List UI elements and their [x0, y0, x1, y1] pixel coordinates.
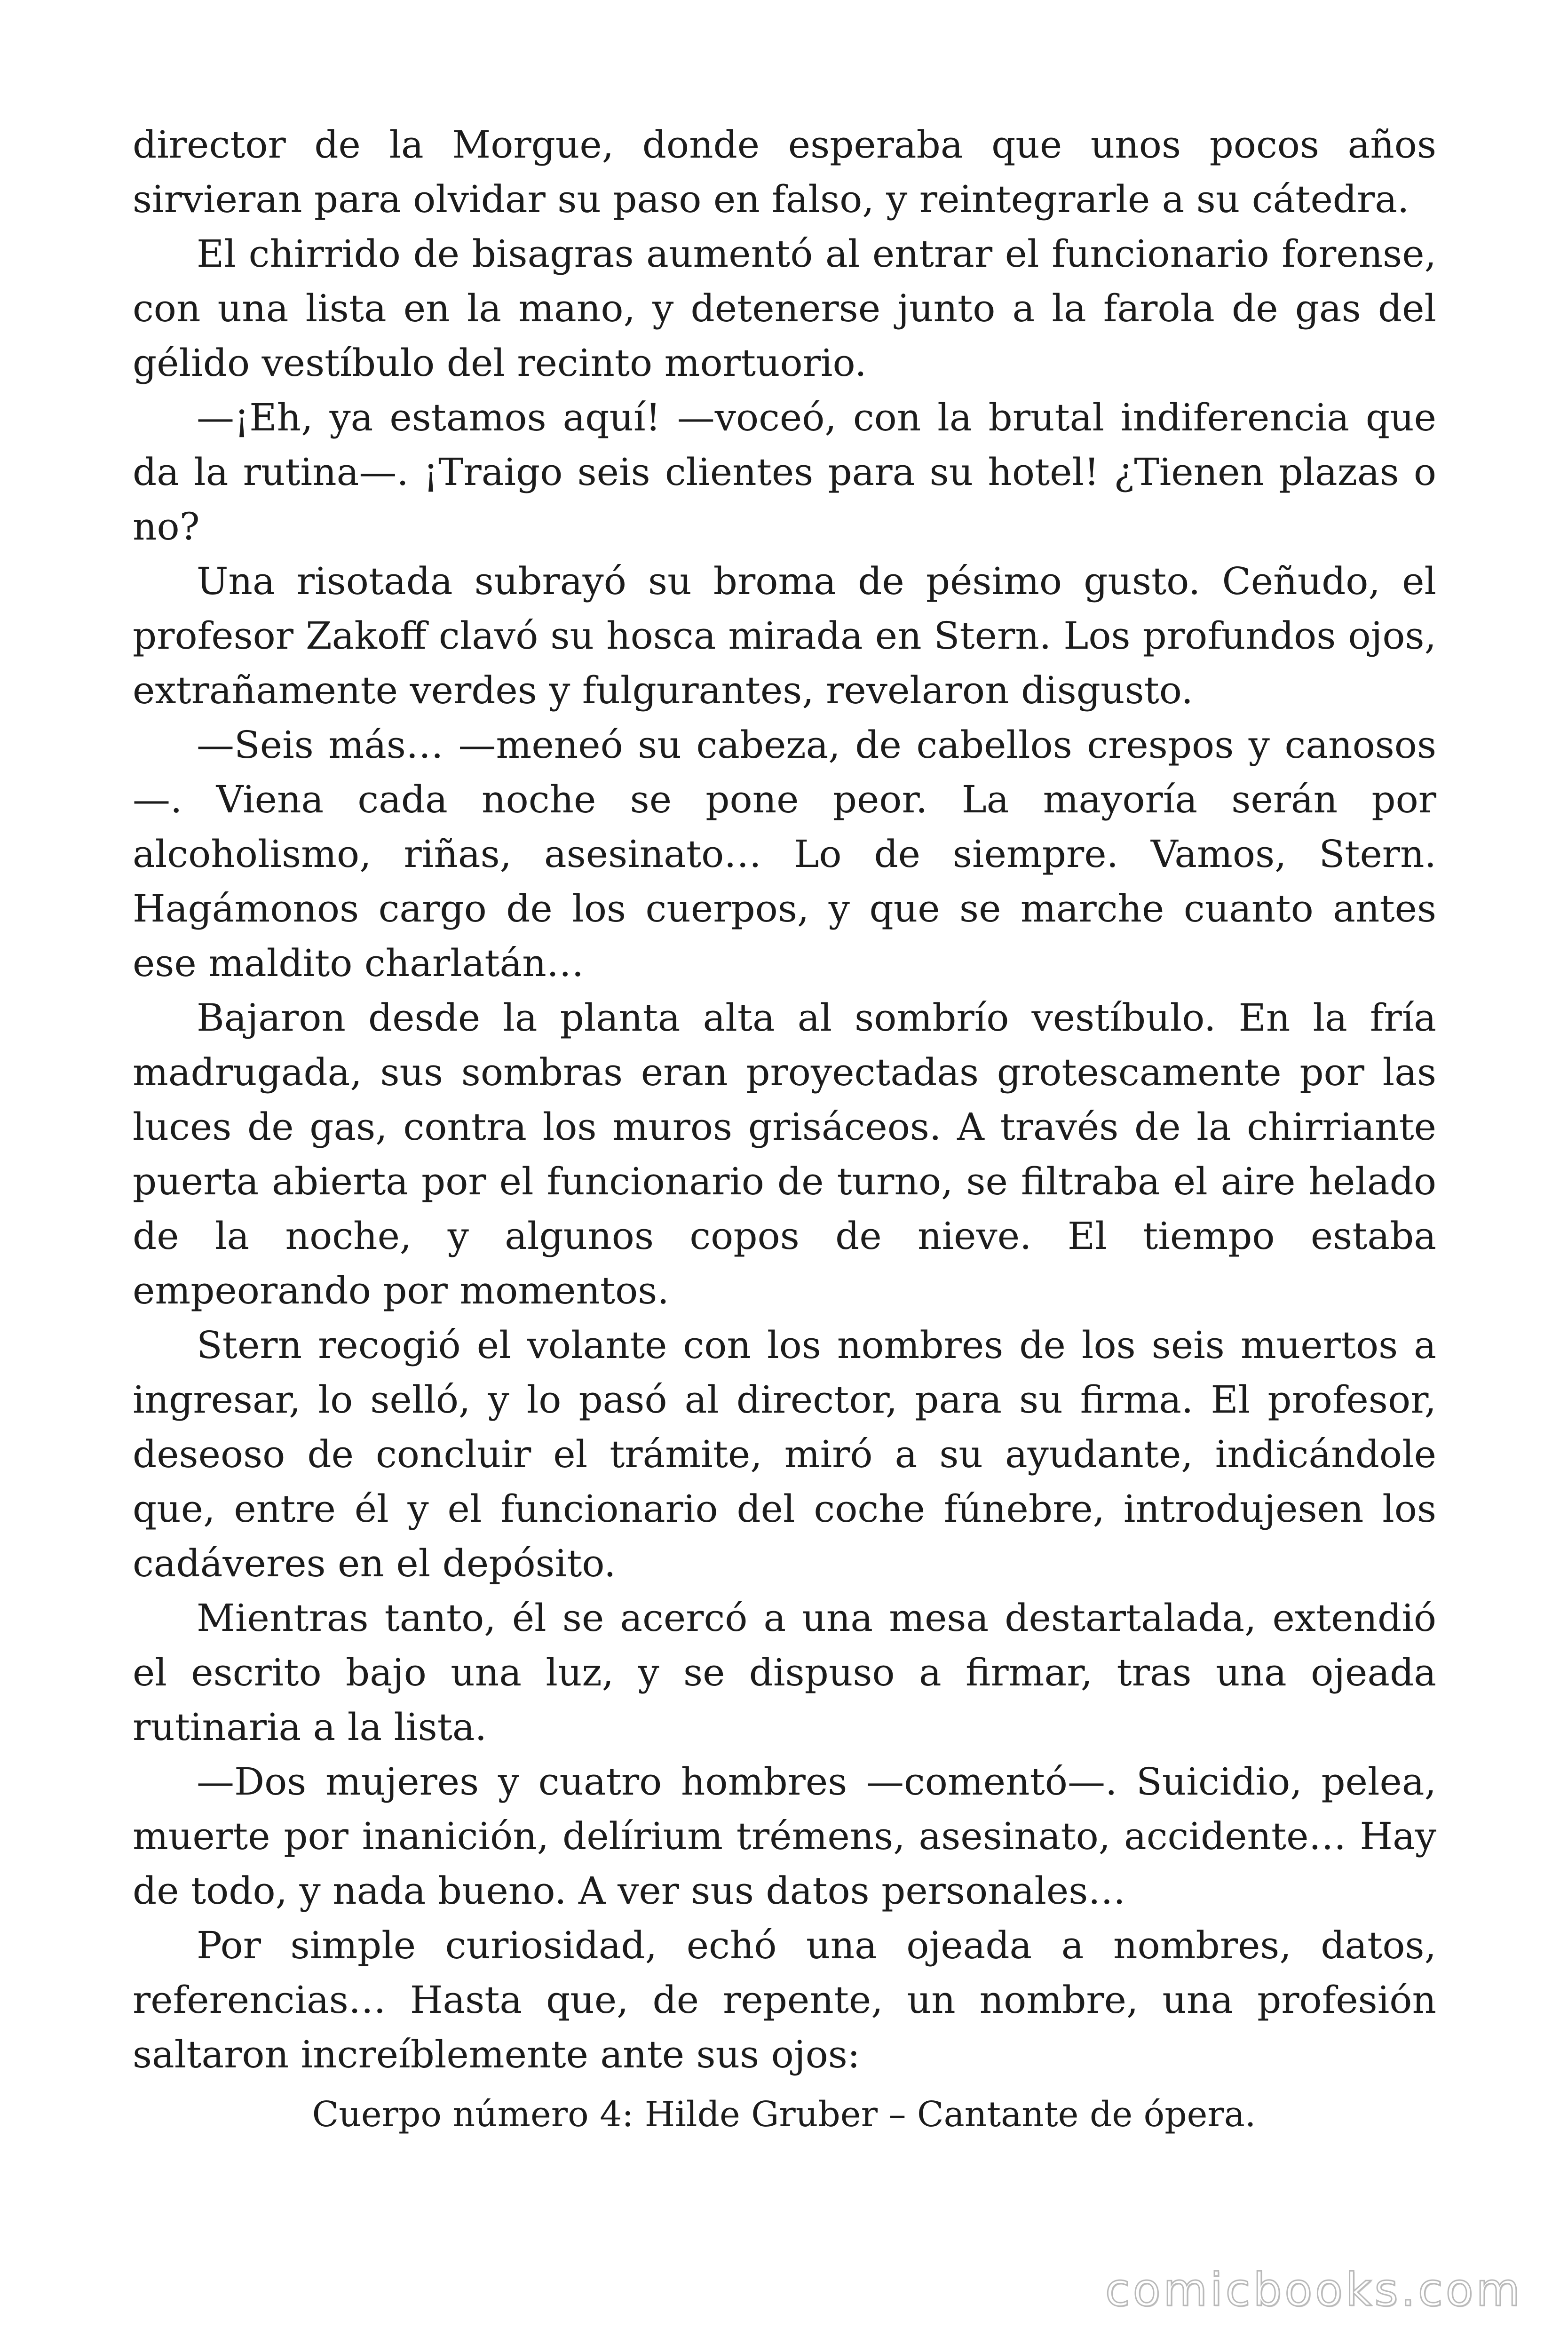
- paragraph-10: Por simple curiosidad, echó una ojeada a nombres, datos, referencias… Hasta que, de repente, un nombre, una profesión saltaron increíblemente ante sus ojos:: [133, 1923, 1436, 2076]
- paragraph-2: El chirrido de bisagras aumentó al entrar el funcionario forense, con una lista en la mano, y detenerse junto a la farola de gas del gélido vestíbulo del recinto mortuorio.: [133, 232, 1436, 385]
- centered-note: Cuerpo número 4: Hilde Gruber – Cantante de ópera.: [312, 2094, 1256, 2135]
- paragraph-8: Mientras tanto, él se acercó a una mesa destartalada, extendió el escrito bajo una luz, y se dispuso a firmar, tras una ojeada rutinaria a la lista.: [133, 1596, 1436, 1749]
- paragraph-1: director de la Morgue, donde esperaba que unos pocos años sirvieran para olvidar su paso en falso, y reintegrarle a su cátedra.: [133, 123, 1436, 221]
- paragraph-5: —Seis más… —meneó su cabeza, de cabellos crespos y canosos —. Viena cada noche se pone peor. La mayoría serán por alcoholismo, riñas, asesinato… Lo de siempre. Vamos, Stern. Hagámonos cargo de los cuerpos, y que se marche cuanto antes ese maldito charlatán…: [133, 723, 1436, 985]
- paragraph-3: —¡Eh, ya estamos aquí! —voceó, con la brutal indiferencia que da la rutina—. ¡Traigo seis clientes para su hotel! ¿Tienen plazas o no?: [133, 396, 1436, 548]
- paragraph-9: —Dos mujeres y cuatro hombres —comentó—. Suicidio, pelea, muerte por inanición, delírium trémens, asesinato, accidente… Hay de todo, y nada bueno. A ver sus datos personales…: [133, 1760, 1436, 1913]
- page-body: [133, 118, 1436, 2082]
- paragraph-7: Stern recogió el volante con los nombres de los seis muertos a ingresar, lo selló, y lo pasó al director, para su firma. El profesor, deseoso de concluir el trámite, miró a su ayudante, indicándole que, entre él y el funcionario del coche fúnebre, introdujesen los cadáveres en el depósito.: [133, 1323, 1436, 1585]
- paragraph-4: Una risotada subrayó su broma de pésimo gusto. Ceñudo, el profesor Zakoff clavó su hosca mirada en Stern. Los profundos ojos, extrañamente verdes y fulgurantes, revelaron disgusto.: [133, 559, 1436, 712]
- paragraph-6: Bajaron desde la planta alta al sombrío vestíbulo. En la fría madrugada, sus sombras eran proyectadas grotescamente por las luces de gas, contra los muros grisáceos. A través de la chirriante puerta abierta por el funcionario de turno, se filtraba el aire helado de la noche, y algunos copos de nieve. El tiempo estaba empeorando por momentos.: [133, 996, 1436, 1312]
- watermark: comicbooks.com: [1105, 2264, 1523, 2316]
